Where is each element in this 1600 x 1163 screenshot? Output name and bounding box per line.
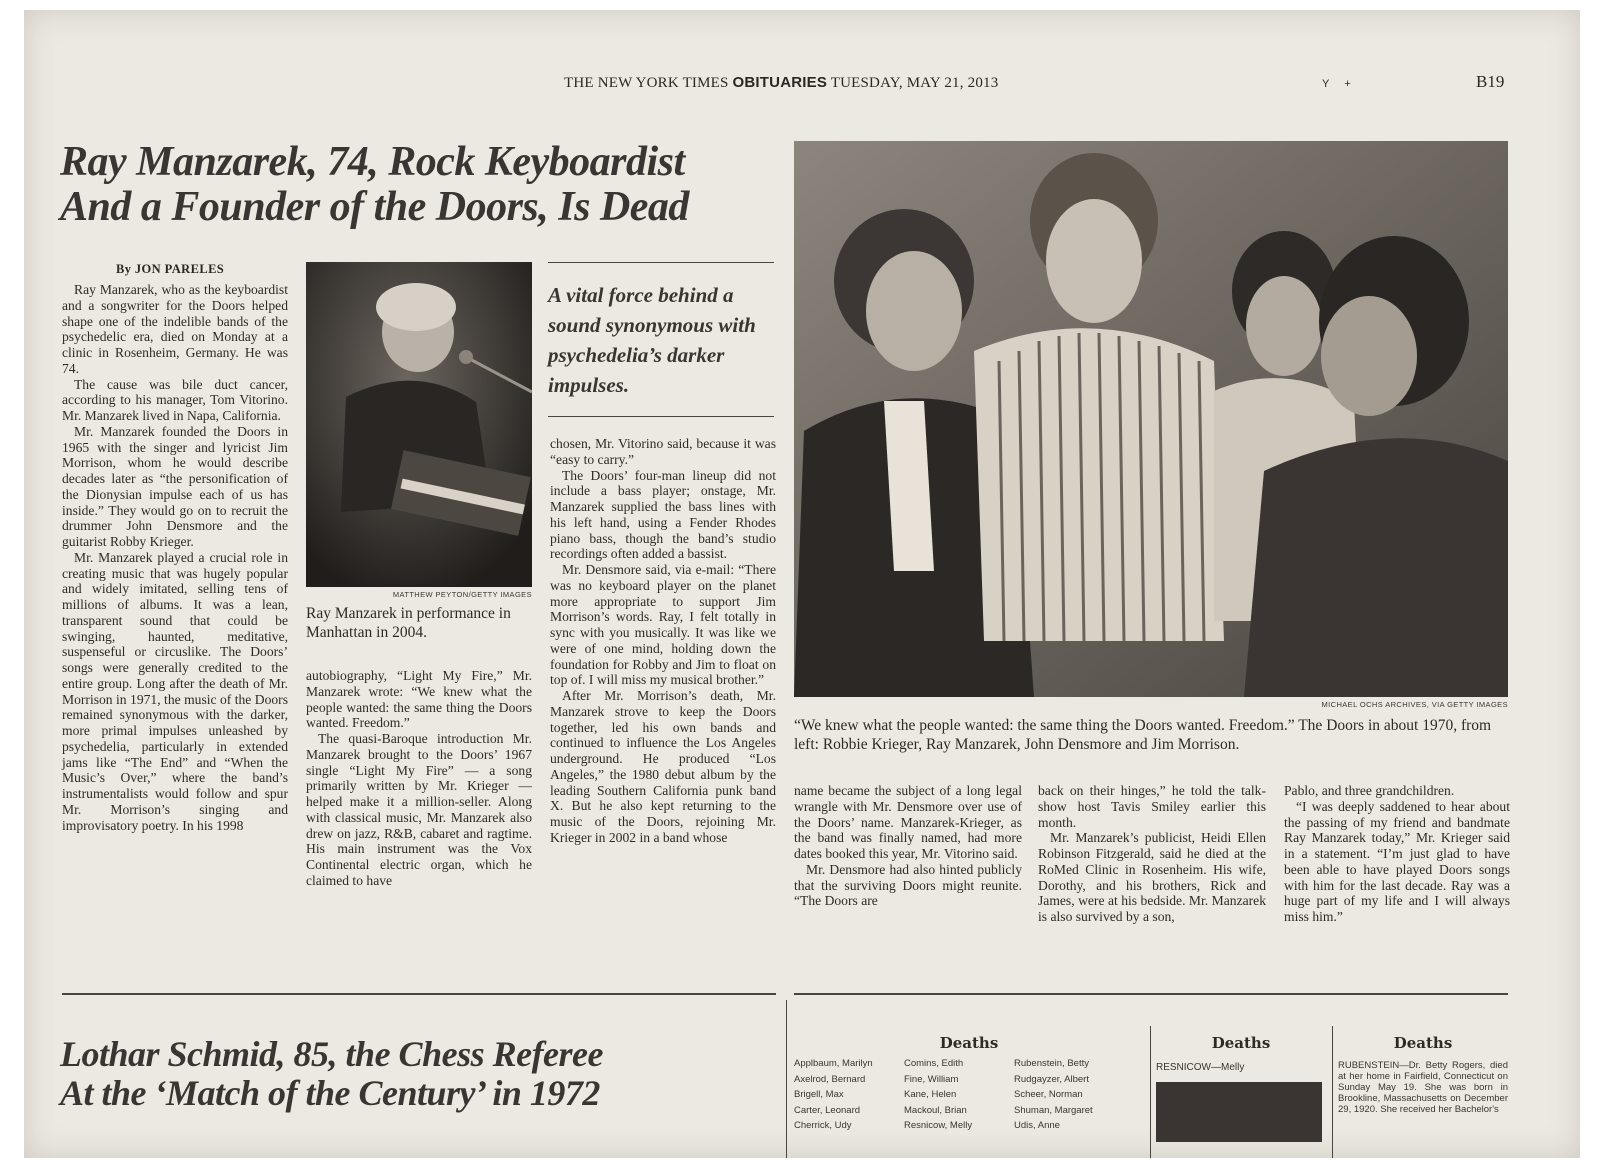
paragraph: chosen, Mr. Vitorino said, because it was “easy to carry.” bbox=[550, 436, 776, 467]
death-name: Comins, Edith bbox=[904, 1058, 964, 1069]
deaths-list bbox=[794, 1056, 1144, 1146]
death-name: Kane, Helen bbox=[904, 1089, 957, 1100]
paragraph: The Doors’ four-man lineup did not include a bass player; onstage, Mr. Manzarek supplied the bass lines with his left hand, using a Fender Rhodes piano bass, though the band’s studio recordings often added a bassist. bbox=[550, 467, 776, 562]
manzarek-performance-photo bbox=[306, 262, 532, 587]
photo-caption: Ray Manzarek in performance in Manhattan in 2004. bbox=[306, 605, 511, 641]
masthead bbox=[564, 74, 998, 92]
registration-marks: Y + bbox=[1322, 78, 1351, 90]
paragraph: autobiography, “Light My Fire,” Mr. Manzarek wrote: “We knew what the people wanted: the same thing the Doors wanted. Freedom.” bbox=[306, 668, 532, 731]
paragraph: Mr. Densmore said, via e-mail: “There was no keyboard player on the planet more appropriate to support Jim Morrison’s words. Ray, I felt totally in sync with you musically. It was like we were of one mind, holding down the foundation for Robby and Jim to float on top of. I will miss my musical brother.” bbox=[550, 562, 776, 688]
second-headline bbox=[60, 1035, 800, 1113]
byline: By JON PARELES bbox=[116, 262, 225, 276]
main-headline-line2: And a Founder of the Doors, Is Dead bbox=[60, 184, 689, 231]
death-name: Cherrick, Udy bbox=[794, 1120, 852, 1131]
issue-date: TUESDAY, MAY 21, 2013 bbox=[830, 75, 999, 91]
article-column-2 bbox=[306, 668, 532, 889]
deaths-title: Deaths bbox=[1393, 1034, 1453, 1052]
photo-caption: “We knew what the people wanted: the same thing the Doors wanted. Freedom.” The Doors in about 1970, from left: Robbie Krieger, Ray Manzarek, John Densmore and Jim Morrison. bbox=[794, 717, 1492, 753]
death-name: Resnicow, Melly bbox=[904, 1120, 973, 1131]
deaths-title: Deaths bbox=[1211, 1034, 1271, 1052]
article-column-4 bbox=[794, 783, 1022, 909]
newspaper-page bbox=[24, 10, 1580, 1158]
paragraph: “I was deeply saddened to hear about the passing of my friend and bandmate Ray Manzarek today,” Mr. Krieger said in a statement. “I’m just glad to have been able to have played Doors songs with him for the last decade. Ray was a huge part of my life and I will always miss him.” bbox=[1284, 798, 1510, 924]
death-name: Scheer, Norman bbox=[1014, 1089, 1083, 1100]
paragraph: The cause was bile duct cancer, according to his manager, Tom Vitorino. Mr. Manzarek lived in Napa, California. bbox=[62, 376, 288, 423]
column-rule bbox=[786, 1000, 787, 1158]
death-name: Mackoul, Brian bbox=[904, 1104, 967, 1116]
photo-credit: MATTHEW PEYTON/GETTY IMAGES bbox=[392, 590, 532, 599]
page-number: B19 bbox=[1476, 72, 1505, 91]
paragraph: Mr. Manzarek’s publicist, Heidi Ellen Robinson Fitzgerald, said he died at the RoMed Clinic in Rosenheim. His wife, Dorothy, and his brothers, Rick and James, were at his bedside. Mr. Manzarek is also survived by a son, bbox=[1038, 830, 1266, 924]
death-notice-name: RESNICOW—Melly bbox=[1156, 1062, 1245, 1073]
paragraph: Pablo, and three grandchildren. bbox=[1284, 783, 1455, 798]
photo-credit: MICHAEL OCHS ARCHIVES, VIA GETTY IMAGES bbox=[1321, 700, 1508, 709]
paragraph: The quasi-Baroque introduction Mr. Manzarek brought to the Doors’ 1967 single “Light My Fire” — a song primarily written by Mr. Krieger — helped make it a million-seller. Along with classical music, Mr. Manzarek also drew on jazz, R&B, cabaret and ragtime. His main instrument was the Vox Continental electric organ, which he claimed to have bbox=[306, 731, 532, 888]
pull-quote-top-rule bbox=[548, 262, 774, 263]
paragraph: Ray Manzarek, who as the keyboardist and a songwriter for the Doors helped shape one of the indelible bands of the psychedelic era, died on Monday at a clinic in Rosenheim, Germany. He was 74. bbox=[62, 282, 288, 376]
paper-name: THE NEW YORK TIMES bbox=[564, 75, 729, 91]
section-name: OBITUARIES bbox=[732, 74, 828, 91]
band-group-image bbox=[794, 141, 1508, 697]
second-headline-line2: At the ‘Match of the Century’ in 1972 bbox=[60, 1072, 600, 1113]
death-name: Shuman, Margaret bbox=[1014, 1104, 1093, 1116]
death-name: Rubenstein, Betty bbox=[1014, 1058, 1089, 1069]
death-name: Rudgayzer, Albert bbox=[1014, 1073, 1089, 1085]
article-column-1 bbox=[62, 282, 288, 833]
column-rule bbox=[1150, 1026, 1151, 1158]
deaths-box-3 bbox=[1338, 1034, 1508, 1115]
paragraph: back on their hinges,” he told the talk-show host Tavis Smiley earlier this month. bbox=[1038, 783, 1266, 830]
death-name: Fine, William bbox=[904, 1073, 959, 1085]
paragraph: After Mr. Morrison’s death, Mr. Manzarek strove to keep the Doors together, led his own bands and continued to influence the Los Angeles underground. He produced “Los Angeles,” the 1980 debut album by the leading Southern California punk band X. But he also kept returning to the music of the Doors, rejoining Mr. Krieger in 2002 in a band whose bbox=[550, 688, 776, 845]
death-name: Brigell, Max bbox=[794, 1089, 844, 1100]
article-column-3 bbox=[550, 436, 776, 846]
death-name: Axelrod, Bernard bbox=[794, 1073, 866, 1085]
paragraph: Mr. Manzarek played a crucial role in creating music that was hugely popular and widely imitated, selling tens of millions of albums. It was a lean, transparent sound that could be swinging, haunted, meditative, suspenseful or circuslike. The Doors’ songs were generally credited to the entire group. Long after the death of Mr. Morrison in 1971, the music of the Doors remained synonymous with the darker, more primal impulses unleashed by psychedelia, particularly in extended jams like “The End” and “When the Music’s Over,” where the band’s instrumentalists would follow and spur Mr. Morrison’s singing and improvisatory poetry. In his 1998 bbox=[62, 549, 288, 833]
pull-quote-bottom-rule bbox=[548, 416, 774, 417]
doors-band-photo bbox=[794, 141, 1508, 697]
main-headline bbox=[60, 140, 800, 231]
main-headline-line1: Ray Manzarek, 74, Rock Keyboardist bbox=[60, 139, 685, 185]
death-name: Carter, Leonard bbox=[794, 1104, 861, 1116]
article-column-6 bbox=[1284, 783, 1510, 925]
pull-quote: A vital force behind a sound synonymous with psychedelia’s darker impulses. bbox=[548, 283, 756, 397]
paragraph: name became the subject of a long legal wrangle with Mr. Densmore over use of the Doors’ name. Manzarek-Krieger, as the band was finally named, had more dates booked this year, Mr. Vitorino said. bbox=[794, 783, 1022, 861]
article-column-5 bbox=[1038, 783, 1266, 925]
paragraph: Mr. Manzarek founded the Doors in 1965 with the singer and lyricist Jim Morrison, whom he would describe decades later as “the personification of the Dionysian impulse each of us has inside.” They would go on to recruit the drummer John Densmore and the guitarist Robby Krieger. bbox=[62, 423, 288, 549]
paragraph: Mr. Densmore had also hinted publicly that the surviving Doors might reunite. “The Doors are bbox=[794, 861, 1022, 909]
column-rule bbox=[1332, 1026, 1333, 1158]
second-headline-line1: Lothar Schmid, 85, the Chess Referee bbox=[60, 1034, 604, 1074]
death-notice-text: RUBENSTEIN—Dr. Betty Rogers, died at her home in Fairfield, Connecticut on Sunday May 19. She was born in Brookline, Massachusetts on December 29, 1920. She received her Bachelor's bbox=[1338, 1060, 1508, 1115]
section-divider bbox=[794, 993, 1508, 995]
section-divider bbox=[62, 993, 776, 995]
deaths-box-2 bbox=[1156, 1034, 1326, 1142]
performer-at-keyboard-image bbox=[306, 262, 532, 587]
deaths-title: Deaths bbox=[939, 1034, 999, 1052]
deaths-box-1 bbox=[794, 1034, 1144, 1146]
death-name: Udis, Anne bbox=[1014, 1120, 1060, 1131]
death-name: Applbaum, Marilyn bbox=[794, 1058, 873, 1069]
notice-photo bbox=[1156, 1082, 1322, 1142]
